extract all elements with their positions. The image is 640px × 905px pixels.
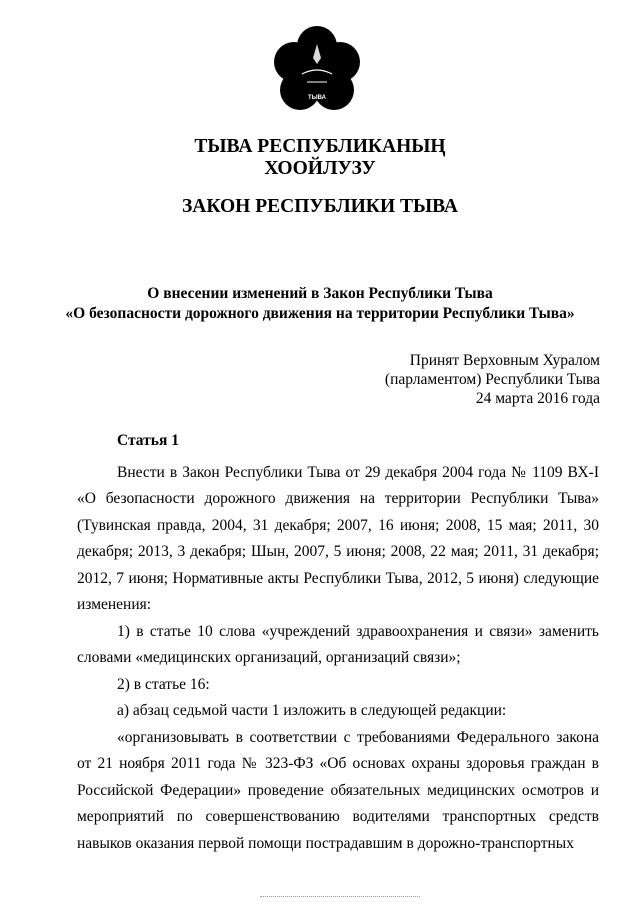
tuva-coat-of-arms-emblem-icon [272, 24, 362, 124]
tuva-emblem [272, 24, 362, 124]
republic-heading-line2: ХООЙЛУЗУ [264, 158, 376, 179]
adoption-line2: (парламентом) Республики Тыва [384, 371, 600, 388]
article-paragraph-3: 2) в статье 16: [117, 675, 210, 693]
republic-heading [0, 136, 640, 180]
law-subject-line2: «О безопасности дорожного движения на территории Республики Тыва» [65, 305, 575, 322]
emblem-inscription: ТЫВА [308, 95, 326, 101]
adoption-note [385, 351, 600, 408]
article-paragraph-1: Внести в Закон Республики Тыва от 29 декабря 2004 года № 1109 ВХ-I «О безопасности дорожного движения на территории Республики Тыва» (Тувинская правда, 2004, 31 декабря; 2007, 16 июня; 2008, 15 мая; 2011, 30 декабря; 2013, 3 декабря; Шын, 2007, 5 июня; 2008, 22 мая; 2011, 31 декабря; 2012, 7 июня; Нормативные акты Республики Тыва, 2012, 5 июня) следующие изменения: [77, 463, 599, 613]
republic-heading-line1: ТЫВА РЕСПУБЛИКАНЫҢ [194, 136, 446, 157]
article-paragraph-2: 1) в статье 10 слова «учреждений здравоохранения и связи» заменить словами «медицинских организаций, организаций связи»; [77, 622, 599, 666]
page-bottom-artifact [260, 896, 420, 901]
adoption-date: 24 марта 2016 года [475, 390, 600, 407]
article-heading: Статья 1 [117, 432, 179, 449]
law-subject-line1: О внесении изменений в Закон Республики Тыва [147, 285, 493, 302]
adoption-line1: Принят Верховным Хуралом [409, 352, 600, 369]
law-title: ЗАКОН РЕСПУБЛИКИ ТЫВА [181, 196, 459, 217]
law-subject [0, 284, 640, 324]
article-paragraph-5: «организовывать в соответствии с требованиями Федерального закона от 21 ноября 2011 года № 323-ФЗ «Об основах охраны здоровья граждан в Российской Федерации» проведение обязательных медицинских осмотров и мероприятий по совершенствованию водителями транспортных средств навыков оказания первой помощи пострадавшим в дорожно-транспортных [77, 728, 599, 852]
article-paragraph-4: а) абзац седьмой части 1 изложить в следующей редакции: [117, 702, 507, 719]
article-body [77, 428, 599, 857]
